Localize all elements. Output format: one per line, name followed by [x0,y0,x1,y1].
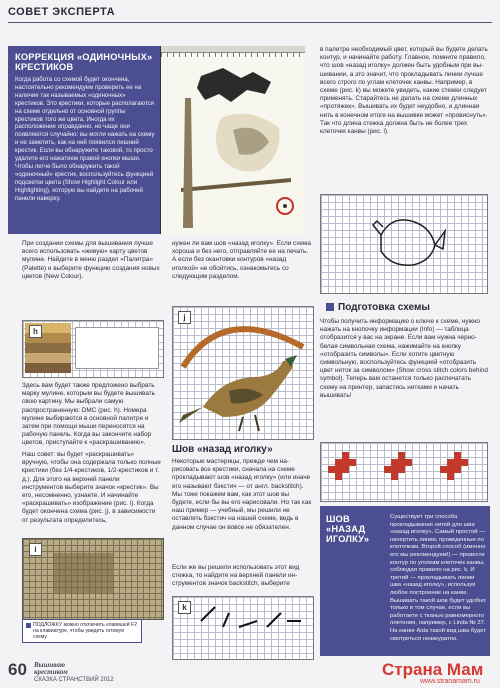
screenshot-toolbar [161,46,305,53]
figure-j-pattern [172,306,314,440]
figure-label-k: k [178,601,191,614]
col2-paragraph-2: Некоторые мастерицы, прежде чем нарисовать все крестики, сначала на схеме прокладывают шов «назад иголку» (или иначе его называют бэкстич — от англ. backstitch). Мы тоже покажем вам, как этот шов вы будете, если бы вы его нарисовали. Но так как наш пример — учебный, мы решили не оставлять бэкстич на нашей схеме, ведь в данном случае он вовсе не обязателен. [172,458,312,531]
hen-tail [435,231,445,249]
figure-h-palette [22,320,164,378]
pheasant-tail [179,407,203,423]
screenshot-ruler [161,53,305,57]
backstitch-heading: Шов «назад иголку» [172,444,273,455]
bird-tree-pattern [161,58,305,234]
figure-label-i: i [29,543,42,556]
backstitch-panel-text: Существует три способа прокладывания нитей для шва «назад иголку». Самый простой — начертить линии, проведенные по клеточкам. Второй способ (именно его мы рекомендуем!) — провести контур по уголкам клеточек канвы, соблюдая правило на рис. k. И третий — прокладывать линии шва «назад иголку», используя любое построение на канве. Вышивать такой шов будет удобно только в том случае, если вы работаете с тканью равномерного плетения, например, с Linda № 27. На канве Aida такой вид шва будет смотреться неаккуратно. [390,514,486,642]
backstitch-panel-title: ШОВ «НАЗАД ИГОЛКУ» [326,514,370,544]
correction-title: КОРРЕКЦИЯ «ОДИНОЧНЫХ» КРЕСТИКОВ [15,52,153,72]
hearts-pattern [321,443,487,501]
brand-line-1: Вышиваю [34,661,65,669]
col1-paragraph-1: При создании схемы для вышивания лучше всего использовать «живую» карту цветов мулине. Найдите в меню раздел «Палитра» (Palette) и выберите функцию создания новых цветов (New Colour). [22,240,160,280]
pheasant-body [203,361,293,417]
pheasant-legs [239,415,259,431]
stitch-region [53,553,113,593]
backstitch-panel [320,506,490,656]
stitch-line [201,607,215,621]
header-divider [8,22,492,23]
figure-label-h: h [29,325,42,338]
watermark-logo: Страна Мам [382,660,484,679]
caption-text: ПОДЛОЖКУ можно отключить клавишей F2 на клавиатуре, чтобы увидеть готовую схему [33,622,137,640]
figure-hearts-grid [320,442,488,502]
heart [328,452,356,480]
hen-outline [321,195,487,293]
caption-box [22,619,142,643]
figure-label-j: j [178,311,191,324]
stitch-line [223,613,229,627]
prepare-heading: Подготовка схемы [338,302,430,313]
pheasant-pattern [173,307,313,439]
brand-line-2: крестиком [34,668,68,676]
correction-text: Когда работа со схемой будет окончена, настоятельно рекомендуем проверить ее на наличие так называемых «одиночных» крестиков. Это крестики, которые располагаются на схеме отдельно от основной группы крестиков того же цвета. Иногда их расположение оправданно, но чаще они появляются случайно: вы могли нажать на схему и не заметить, как на ней появился лишний крестик. Если вы обнаружите таковой, то просто удалите его нажатием правой кнопки мыши. Чтобы легче было обнаружить такой «одиночный» крестик, воспользуйтесь функцией подсветки цвета (Show Highlight Colour или Highlighting), которую вы найдете на рабочей панели наверху. [15,76,155,202]
palette-list [75,327,159,369]
col1-paragraph-3: Наш совет: вы будет «раскрашивать» вручную, чтобы она содержала только полные крестики (без 1/4-крестиков, 1/2-крестиков и т. д.). Для этого на верхней панели инструментов выберите значок «крестик». Вы его, несомненно, узнаете. И начинайте «раскрашивать» изображение (рис. i). Когда будет окончена схема (рис. j), в зависимости от результата определитесь, [22,451,161,524]
stitch-line [267,613,281,627]
section-header: СОВЕТ ЭКСПЕРТА [8,6,116,18]
caption-bullet [26,623,31,628]
col1-paragraph-2: Здесь вам будет также предложено выбрать марку мулине, которым вы будете вышивать свою картину. Мы выбрали самую распространенную: DMC (рис. h). Номера мулине выбираются в основной палитре и затем при помощи мыши переносятся на рабочую панель. Когда вы закончите набор цветов, приступайте к «раскрашиванию». [22,382,156,447]
stitch-line [239,621,257,627]
col3-paragraph-1: в палитре необходимый цвет, который вы будете делать контур, и начинайте работу. Главное, помните правило, что шов «назад иголку» должен быть удобным при вышивании, а это значит, что прокладывать линии лучше всего строго по углам клеточек канвы. Например, в схеме (рис. k) вы можете увидеть, какие стежки следует применять. Старайтесь не делать на схеме длинных «протяжек». Вышивать их будет неудобно, и длинная нить в конечном итоге на вышивке может «провиснуть». Так что длина стежка должна быть не более трех клеточек канвы (рис. l). [320,46,488,136]
single-stitch [283,204,287,208]
correction-panel [8,46,304,234]
watermark-url: www.stranamam.ru [420,678,480,685]
page-number: 60 [8,660,27,679]
figure-hen-grid [320,194,488,294]
prepare-heading-marker [326,303,334,311]
software-screenshot [160,46,305,234]
heart [440,452,468,480]
heart [384,452,412,480]
brand-subtitle: СКАЗКА СТРАНСТВИЙ 2012 [34,677,114,683]
figure-i-stitching [22,538,164,620]
col2-paragraph-1: нужен ли вам шов «назад иголку». Если схема хороша и без него, отправляйте ее на печать. А если без окантовки контуров «назад иголкой» не обойтись, ознакомьтесь со следующим разделом. [172,240,311,280]
hen-body [381,220,435,265]
figure-k-backstitch [172,596,314,660]
col2-paragraph-3: Если же вы решили использовать этот вид стежка, то найдите на верхней панели инструментов значок backstitch, выберите [172,564,300,588]
col3-paragraph-2: Чтобы получить информацию о ключе к схеме, нужно нажать на кнопочку информации (Info) — таблица отобразится у вас на экране. Если вам нужна черно-белая символьная схема, нажимайте на кнопку «отобразить символы». Если хотите цветную символьную, воспользуйтесь функцией «отобразить цвет ниток за символом» (Show cross stitch colors behind symbol). Теперь вам останется только распечатать схему на принтер, запастись нитками и начать вышивать! [320,318,488,399]
backstitch-lines [173,597,313,659]
